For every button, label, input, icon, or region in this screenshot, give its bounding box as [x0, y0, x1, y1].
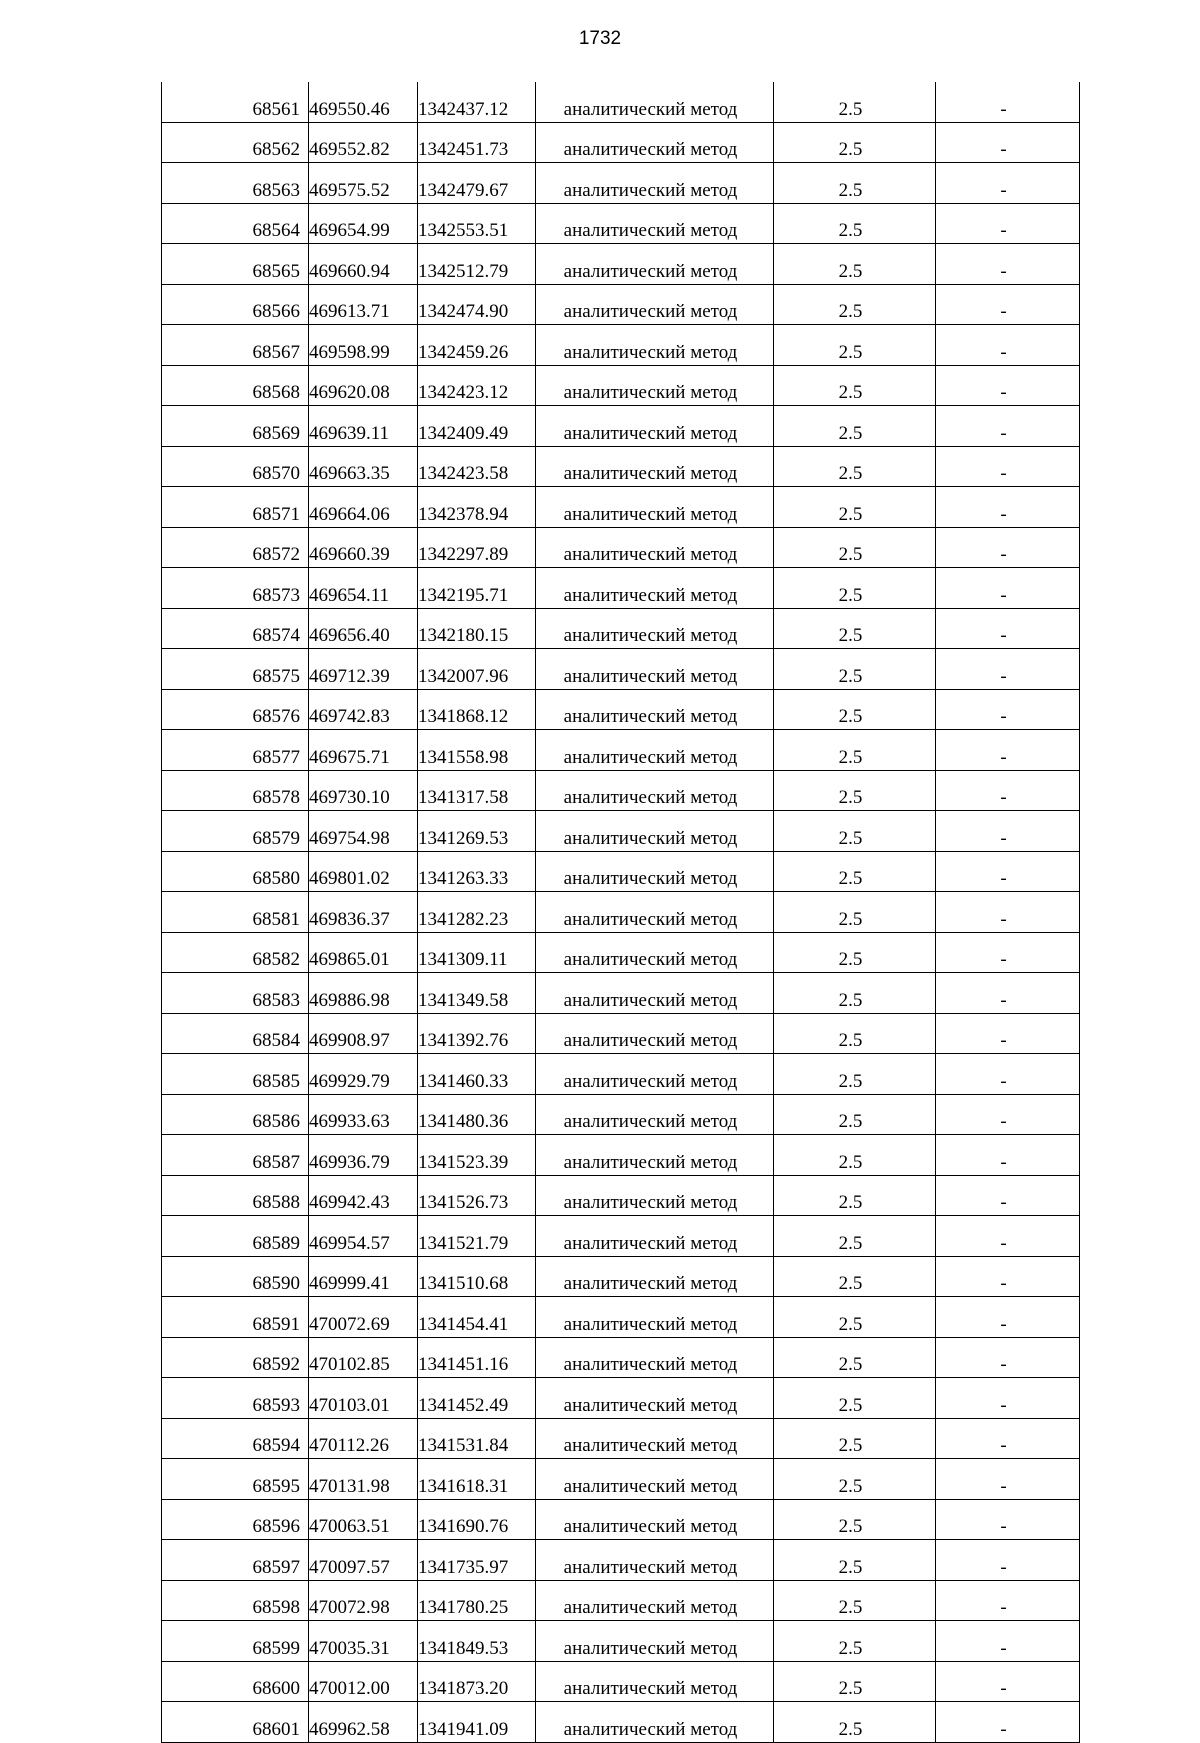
method-cell: аналитический метод: [536, 82, 774, 122]
point-number-cell: 68579: [162, 811, 309, 852]
y-coordinate-cell: 1341735.97: [418, 1540, 536, 1581]
y-coordinate-cell: 1341873.20: [418, 1661, 536, 1702]
method-cell: аналитический метод: [536, 1378, 774, 1419]
table-row: [162, 608, 1080, 649]
x-coordinate-cell: 469660.94: [309, 244, 418, 285]
accuracy-cell: 2.5: [774, 1216, 936, 1257]
accuracy-cell: 2.5: [774, 1337, 936, 1378]
method-cell: аналитический метод: [536, 487, 774, 528]
x-coordinate-cell: 469639.11: [309, 406, 418, 447]
x-coordinate-cell: 469836.37: [309, 892, 418, 933]
y-coordinate-cell: 1341558.98: [418, 730, 536, 771]
method-cell: аналитический метод: [536, 1094, 774, 1135]
table-body: [162, 82, 1080, 1742]
table-row: [162, 851, 1080, 892]
y-coordinate-cell: 1341618.31: [418, 1459, 536, 1500]
y-coordinate-cell: 1342007.96: [418, 649, 536, 690]
point-number-cell: 68598: [162, 1580, 309, 1621]
y-coordinate-cell: 1341454.41: [418, 1297, 536, 1338]
note-cell: -: [936, 851, 1080, 892]
accuracy-cell: 2.5: [774, 82, 936, 122]
table-row: [162, 244, 1080, 285]
table-row: [162, 122, 1080, 163]
accuracy-cell: 2.5: [774, 203, 936, 244]
point-number-cell: 68575: [162, 649, 309, 690]
point-number-cell: 68588: [162, 1175, 309, 1216]
x-coordinate-cell: 469999.41: [309, 1256, 418, 1297]
table-row: [162, 892, 1080, 933]
accuracy-cell: 2.5: [774, 527, 936, 568]
y-coordinate-cell: 1341780.25: [418, 1580, 536, 1621]
x-coordinate-cell: 469712.39: [309, 649, 418, 690]
accuracy-cell: 2.5: [774, 284, 936, 325]
y-coordinate-cell: 1342409.49: [418, 406, 536, 447]
x-coordinate-cell: 469754.98: [309, 811, 418, 852]
x-coordinate-cell: 469962.58: [309, 1702, 418, 1743]
point-number-cell: 68571: [162, 487, 309, 528]
point-number-cell: 68597: [162, 1540, 309, 1581]
table-row: [162, 203, 1080, 244]
point-number-cell: 68567: [162, 325, 309, 366]
x-coordinate-cell: 469663.35: [309, 446, 418, 487]
table-row: [162, 1540, 1080, 1581]
accuracy-cell: 2.5: [774, 1297, 936, 1338]
y-coordinate-cell: 1341526.73: [418, 1175, 536, 1216]
x-coordinate-cell: 469886.98: [309, 973, 418, 1014]
note-cell: -: [936, 932, 1080, 973]
method-cell: аналитический метод: [536, 1297, 774, 1338]
y-coordinate-cell: 1342423.58: [418, 446, 536, 487]
accuracy-cell: 2.5: [774, 1580, 936, 1621]
note-cell: -: [936, 568, 1080, 609]
note-cell: -: [936, 446, 1080, 487]
point-number-cell: 68572: [162, 527, 309, 568]
method-cell: аналитический метод: [536, 163, 774, 204]
note-cell: -: [936, 325, 1080, 366]
point-number-cell: 68578: [162, 770, 309, 811]
table-row: [162, 365, 1080, 406]
x-coordinate-cell: 470035.31: [309, 1621, 418, 1662]
x-coordinate-cell: 469936.79: [309, 1135, 418, 1176]
accuracy-cell: 2.5: [774, 1378, 936, 1419]
point-number-cell: 68600: [162, 1661, 309, 1702]
method-cell: аналитический метод: [536, 1216, 774, 1257]
table-row: [162, 1135, 1080, 1176]
table-row: [162, 325, 1080, 366]
note-cell: -: [936, 730, 1080, 771]
accuracy-cell: 2.5: [774, 1499, 936, 1540]
point-number-cell: 68574: [162, 608, 309, 649]
note-cell: -: [936, 608, 1080, 649]
y-coordinate-cell: 1342180.15: [418, 608, 536, 649]
point-number-cell: 68581: [162, 892, 309, 933]
point-number-cell: 68594: [162, 1418, 309, 1459]
y-coordinate-cell: 1342378.94: [418, 487, 536, 528]
table-row: [162, 1175, 1080, 1216]
y-coordinate-cell: 1341451.16: [418, 1337, 536, 1378]
x-coordinate-cell: 470103.01: [309, 1378, 418, 1419]
x-coordinate-cell: 469660.39: [309, 527, 418, 568]
x-coordinate-cell: 469552.82: [309, 122, 418, 163]
method-cell: аналитический метод: [536, 1135, 774, 1176]
accuracy-cell: 2.5: [774, 1621, 936, 1662]
accuracy-cell: 2.5: [774, 892, 936, 933]
y-coordinate-cell: 1342451.73: [418, 122, 536, 163]
method-cell: аналитический метод: [536, 649, 774, 690]
method-cell: аналитический метод: [536, 284, 774, 325]
accuracy-cell: 2.5: [774, 568, 936, 609]
note-cell: -: [936, 203, 1080, 244]
x-coordinate-cell: 470097.57: [309, 1540, 418, 1581]
table-row: [162, 973, 1080, 1014]
coordinates-table: [161, 82, 1080, 1743]
note-cell: -: [936, 1175, 1080, 1216]
note-cell: -: [936, 1216, 1080, 1257]
point-number-cell: 68569: [162, 406, 309, 447]
table-row: [162, 1378, 1080, 1419]
note-cell: -: [936, 1418, 1080, 1459]
y-coordinate-cell: 1341849.53: [418, 1621, 536, 1662]
point-number-cell: 68570: [162, 446, 309, 487]
y-coordinate-cell: 1342437.12: [418, 82, 536, 122]
y-coordinate-cell: 1342459.26: [418, 325, 536, 366]
method-cell: аналитический метод: [536, 730, 774, 771]
x-coordinate-cell: 470063.51: [309, 1499, 418, 1540]
table-row: [162, 689, 1080, 730]
accuracy-cell: 2.5: [774, 365, 936, 406]
x-coordinate-cell: 469664.06: [309, 487, 418, 528]
method-cell: аналитический метод: [536, 1661, 774, 1702]
table-row: [162, 1054, 1080, 1095]
method-cell: аналитический метод: [536, 770, 774, 811]
note-cell: -: [936, 1378, 1080, 1419]
method-cell: аналитический метод: [536, 1702, 774, 1743]
point-number-cell: 68590: [162, 1256, 309, 1297]
accuracy-cell: 2.5: [774, 689, 936, 730]
table-row: [162, 1499, 1080, 1540]
point-number-cell: 68593: [162, 1378, 309, 1419]
method-cell: аналитический метод: [536, 244, 774, 285]
table-row: [162, 1297, 1080, 1338]
table-row: [162, 649, 1080, 690]
y-coordinate-cell: 1341282.23: [418, 892, 536, 933]
point-number-cell: 68573: [162, 568, 309, 609]
method-cell: аналитический метод: [536, 406, 774, 447]
table-row: [162, 1702, 1080, 1743]
point-number-cell: 68601: [162, 1702, 309, 1743]
table-row: [162, 770, 1080, 811]
y-coordinate-cell: 1341941.09: [418, 1702, 536, 1743]
point-number-cell: 68583: [162, 973, 309, 1014]
y-coordinate-cell: 1341309.11: [418, 932, 536, 973]
point-number-cell: 68565: [162, 244, 309, 285]
point-number-cell: 68586: [162, 1094, 309, 1135]
method-cell: аналитический метод: [536, 973, 774, 1014]
note-cell: -: [936, 811, 1080, 852]
method-cell: аналитический метод: [536, 122, 774, 163]
note-cell: -: [936, 1297, 1080, 1338]
method-cell: аналитический метод: [536, 1580, 774, 1621]
note-cell: -: [936, 487, 1080, 528]
note-cell: -: [936, 973, 1080, 1014]
accuracy-cell: 2.5: [774, 1094, 936, 1135]
point-number-cell: 68596: [162, 1499, 309, 1540]
y-coordinate-cell: 1342512.79: [418, 244, 536, 285]
accuracy-cell: 2.5: [774, 649, 936, 690]
table-row: [162, 568, 1080, 609]
method-cell: аналитический метод: [536, 1256, 774, 1297]
y-coordinate-cell: 1341452.49: [418, 1378, 536, 1419]
method-cell: аналитический метод: [536, 1013, 774, 1054]
x-coordinate-cell: 470102.85: [309, 1337, 418, 1378]
accuracy-cell: 2.5: [774, 1540, 936, 1581]
note-cell: -: [936, 406, 1080, 447]
method-cell: аналитический метод: [536, 1337, 774, 1378]
method-cell: аналитический метод: [536, 527, 774, 568]
table-row: [162, 1661, 1080, 1702]
table-row: [162, 1459, 1080, 1500]
note-cell: -: [936, 1459, 1080, 1500]
point-number-cell: 68592: [162, 1337, 309, 1378]
point-number-cell: 68561: [162, 82, 309, 122]
y-coordinate-cell: 1341317.58: [418, 770, 536, 811]
method-cell: аналитический метод: [536, 1418, 774, 1459]
y-coordinate-cell: 1341480.36: [418, 1094, 536, 1135]
table-row: [162, 406, 1080, 447]
point-number-cell: 68587: [162, 1135, 309, 1176]
table-row: [162, 1418, 1080, 1459]
note-cell: -: [936, 770, 1080, 811]
x-coordinate-cell: 469933.63: [309, 1094, 418, 1135]
point-number-cell: 68585: [162, 1054, 309, 1095]
note-cell: -: [936, 82, 1080, 122]
method-cell: аналитический метод: [536, 325, 774, 366]
note-cell: -: [936, 122, 1080, 163]
note-cell: -: [936, 1256, 1080, 1297]
note-cell: -: [936, 1702, 1080, 1743]
method-cell: аналитический метод: [536, 1175, 774, 1216]
point-number-cell: 68599: [162, 1621, 309, 1662]
table-row: [162, 730, 1080, 771]
method-cell: аналитический метод: [536, 1459, 774, 1500]
y-coordinate-cell: 1341392.76: [418, 1013, 536, 1054]
page-number: 1732: [578, 28, 622, 49]
point-number-cell: 68563: [162, 163, 309, 204]
method-cell: аналитический метод: [536, 1540, 774, 1581]
method-cell: аналитический метод: [536, 851, 774, 892]
y-coordinate-cell: 1342297.89: [418, 527, 536, 568]
point-number-cell: 68577: [162, 730, 309, 771]
method-cell: аналитический метод: [536, 1054, 774, 1095]
x-coordinate-cell: 469550.46: [309, 82, 418, 122]
table-row: [162, 1013, 1080, 1054]
accuracy-cell: 2.5: [774, 1661, 936, 1702]
method-cell: аналитический метод: [536, 608, 774, 649]
x-coordinate-cell: 469865.01: [309, 932, 418, 973]
x-coordinate-cell: 469730.10: [309, 770, 418, 811]
y-coordinate-cell: 1341263.33: [418, 851, 536, 892]
note-cell: -: [936, 1499, 1080, 1540]
accuracy-cell: 2.5: [774, 244, 936, 285]
y-coordinate-cell: 1341510.68: [418, 1256, 536, 1297]
accuracy-cell: 2.5: [774, 608, 936, 649]
note-cell: -: [936, 1540, 1080, 1581]
x-coordinate-cell: 469675.71: [309, 730, 418, 771]
x-coordinate-cell: 470072.98: [309, 1580, 418, 1621]
table-row: [162, 446, 1080, 487]
accuracy-cell: 2.5: [774, 1418, 936, 1459]
x-coordinate-cell: 470012.00: [309, 1661, 418, 1702]
x-coordinate-cell: 469954.57: [309, 1216, 418, 1257]
note-cell: -: [936, 892, 1080, 933]
accuracy-cell: 2.5: [774, 770, 936, 811]
table-row: [162, 1337, 1080, 1378]
note-cell: -: [936, 1661, 1080, 1702]
y-coordinate-cell: 1341690.76: [418, 1499, 536, 1540]
note-cell: -: [936, 1580, 1080, 1621]
method-cell: аналитический метод: [536, 446, 774, 487]
accuracy-cell: 2.5: [774, 973, 936, 1014]
accuracy-cell: 2.5: [774, 122, 936, 163]
y-coordinate-cell: 1342423.12: [418, 365, 536, 406]
x-coordinate-cell: 469908.97: [309, 1013, 418, 1054]
x-coordinate-cell: 469654.99: [309, 203, 418, 244]
y-coordinate-cell: 1342479.67: [418, 163, 536, 204]
table-row: [162, 811, 1080, 852]
x-coordinate-cell: 469654.11: [309, 568, 418, 609]
table-row: [162, 284, 1080, 325]
table-row: [162, 1580, 1080, 1621]
note-cell: -: [936, 1337, 1080, 1378]
point-number-cell: 68568: [162, 365, 309, 406]
y-coordinate-cell: 1342195.71: [418, 568, 536, 609]
x-coordinate-cell: 469598.99: [309, 325, 418, 366]
point-number-cell: 68576: [162, 689, 309, 730]
point-number-cell: 68584: [162, 1013, 309, 1054]
method-cell: аналитический метод: [536, 932, 774, 973]
x-coordinate-cell: 469613.71: [309, 284, 418, 325]
method-cell: аналитический метод: [536, 1621, 774, 1662]
y-coordinate-cell: 1341531.84: [418, 1418, 536, 1459]
point-number-cell: 68562: [162, 122, 309, 163]
accuracy-cell: 2.5: [774, 730, 936, 771]
method-cell: аналитический метод: [536, 203, 774, 244]
note-cell: -: [936, 649, 1080, 690]
x-coordinate-cell: 470072.69: [309, 1297, 418, 1338]
note-cell: -: [936, 689, 1080, 730]
accuracy-cell: 2.5: [774, 1135, 936, 1176]
note-cell: -: [936, 1135, 1080, 1176]
table-row: [162, 527, 1080, 568]
table-row: [162, 82, 1080, 122]
y-coordinate-cell: 1341269.53: [418, 811, 536, 852]
accuracy-cell: 2.5: [774, 1256, 936, 1297]
method-cell: аналитический метод: [536, 1499, 774, 1540]
note-cell: -: [936, 244, 1080, 285]
table-row: [162, 487, 1080, 528]
accuracy-cell: 2.5: [774, 1013, 936, 1054]
x-coordinate-cell: 469620.08: [309, 365, 418, 406]
table-row: [162, 1256, 1080, 1297]
x-coordinate-cell: 469942.43: [309, 1175, 418, 1216]
table-row: [162, 1621, 1080, 1662]
x-coordinate-cell: 470131.98: [309, 1459, 418, 1500]
table-row: [162, 1094, 1080, 1135]
method-cell: аналитический метод: [536, 892, 774, 933]
method-cell: аналитический метод: [536, 689, 774, 730]
y-coordinate-cell: 1341868.12: [418, 689, 536, 730]
accuracy-cell: 2.5: [774, 1702, 936, 1743]
accuracy-cell: 2.5: [774, 406, 936, 447]
y-coordinate-cell: 1341460.33: [418, 1054, 536, 1095]
accuracy-cell: 2.5: [774, 811, 936, 852]
x-coordinate-cell: 469929.79: [309, 1054, 418, 1095]
note-cell: -: [936, 1621, 1080, 1662]
y-coordinate-cell: 1341349.58: [418, 973, 536, 1014]
point-number-cell: 68566: [162, 284, 309, 325]
point-number-cell: 68580: [162, 851, 309, 892]
point-number-cell: 68582: [162, 932, 309, 973]
method-cell: аналитический метод: [536, 365, 774, 406]
point-number-cell: 68591: [162, 1297, 309, 1338]
x-coordinate-cell: 469801.02: [309, 851, 418, 892]
y-coordinate-cell: 1342474.90: [418, 284, 536, 325]
note-cell: -: [936, 1054, 1080, 1095]
note-cell: -: [936, 365, 1080, 406]
x-coordinate-cell: 469742.83: [309, 689, 418, 730]
x-coordinate-cell: 470112.26: [309, 1418, 418, 1459]
table-row: [162, 1216, 1080, 1257]
accuracy-cell: 2.5: [774, 932, 936, 973]
note-cell: -: [936, 163, 1080, 204]
accuracy-cell: 2.5: [774, 325, 936, 366]
accuracy-cell: 2.5: [774, 446, 936, 487]
y-coordinate-cell: 1341521.79: [418, 1216, 536, 1257]
accuracy-cell: 2.5: [774, 487, 936, 528]
method-cell: аналитический метод: [536, 811, 774, 852]
point-number-cell: 68564: [162, 203, 309, 244]
table-row: [162, 163, 1080, 204]
x-coordinate-cell: 469656.40: [309, 608, 418, 649]
note-cell: -: [936, 1094, 1080, 1135]
point-number-cell: 68589: [162, 1216, 309, 1257]
y-coordinate-cell: 1342553.51: [418, 203, 536, 244]
table-row: [162, 932, 1080, 973]
accuracy-cell: 2.5: [774, 163, 936, 204]
accuracy-cell: 2.5: [774, 1459, 936, 1500]
x-coordinate-cell: 469575.52: [309, 163, 418, 204]
note-cell: -: [936, 284, 1080, 325]
accuracy-cell: 2.5: [774, 851, 936, 892]
accuracy-cell: 2.5: [774, 1054, 936, 1095]
point-number-cell: 68595: [162, 1459, 309, 1500]
note-cell: -: [936, 1013, 1080, 1054]
note-cell: -: [936, 527, 1080, 568]
accuracy-cell: 2.5: [774, 1175, 936, 1216]
y-coordinate-cell: 1341523.39: [418, 1135, 536, 1176]
method-cell: аналитический метод: [536, 568, 774, 609]
